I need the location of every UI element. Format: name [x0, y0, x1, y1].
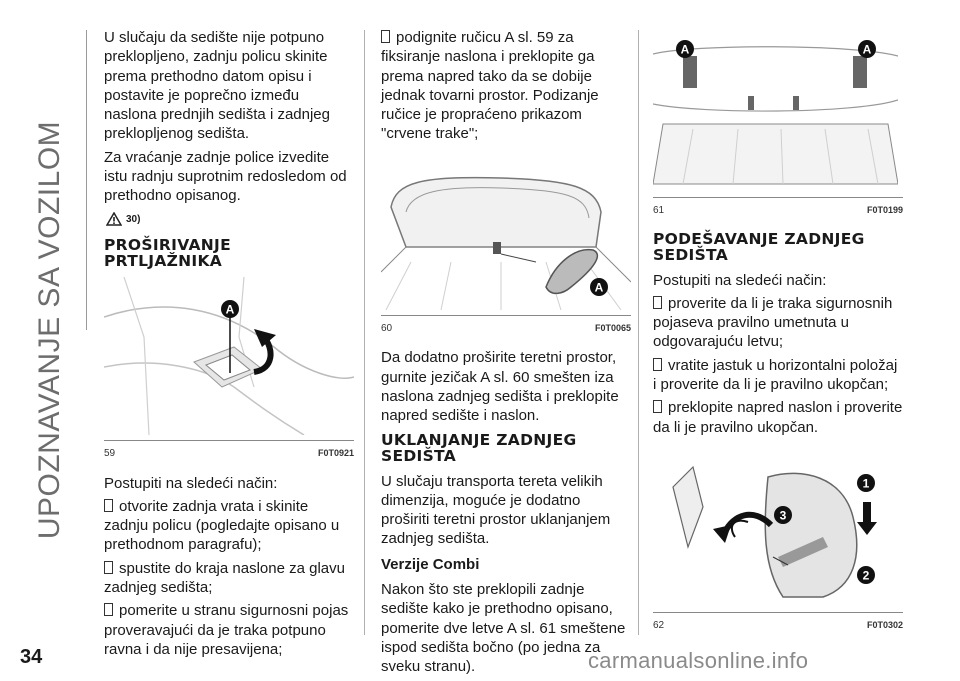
- figure-callout-a-right: A: [862, 42, 872, 57]
- bullet-item: vratite jastuk u horizontalni položaj i proverite da li je pravilno ukopčan;: [653, 356, 898, 394]
- figure-59: [104, 277, 354, 441]
- warning-reference: 30): [106, 210, 354, 229]
- seat-slats-illustration: [653, 34, 898, 192]
- watermark: carmanualsonline.info: [588, 648, 809, 673]
- figure-caption: 62 F0T0302: [653, 620, 903, 632]
- bullet-item: preklopite napred naslon i proverite da li je pravilno ukopčan.: [653, 399, 903, 436]
- bullet-box-icon: [653, 358, 662, 371]
- paragraph: Nakon što ste preklopili zadnje sedište kako je prethodno opisano, pomerite dve letve A sl. 61 smeštene ispod sedišta bočno (po jedna za sveku stranu).: [381, 581, 626, 676]
- column-2: [381, 28, 631, 681]
- seat-cushion-illustration: [653, 447, 898, 607]
- bullet-item: otvorite zadnja vrata i skinite zadnju policu (pogledajte opisano u prethodnom paragrafu);: [104, 497, 340, 554]
- figure-61: [653, 34, 903, 198]
- paragraph: U slučaju da sedište nije potpuno preklopljeno, zadnju policu skinite prema prethodno datom opisu i postavite je poprečno između naslona prednjih sedišta i zadnjeg preklopljenog sedišta.: [104, 29, 330, 143]
- section-heading: PROŠIRIVANJE PRTLJAŽNIKA: [104, 235, 231, 270]
- bullet-item: spustite do kraja naslone za glavu zadnjeg sedišta;: [104, 559, 345, 597]
- paragraph: Postupiti na sledeći način:: [653, 271, 827, 289]
- figure-callout-1: 1: [862, 476, 870, 491]
- paragraph: Postupiti na sledeći način:: [104, 474, 278, 492]
- bullet-box-icon: [653, 296, 662, 309]
- figure-caption: 61 F0T0199: [653, 205, 903, 217]
- column-divider-2: [638, 30, 639, 635]
- cargo-area-tab-illustration: [381, 152, 631, 310]
- bullet-item: podignite ručicu A sl. 59 za fiksiranje naslona i preklopite ga prema napred tako da se dobije jednak tovarni prostor. Podizanje ručice je propraćeno prikazom "crvene trake";: [381, 29, 599, 143]
- side-rule: [86, 30, 87, 330]
- figure-60: [381, 152, 631, 316]
- paragraph: Za vraćanje zadnje police izvedite istu radnju suprotnim redosledom od prethodno opisanog.: [104, 148, 347, 205]
- bullet-item: proverite da li je traka sigurnosnih pojaseva pravilno umetnuta u odgovarajuću letvu;: [653, 294, 893, 351]
- paragraph: U slučaju transporta tereta velikih dimenzija, moguće je dodatno proširiti teretni prostor uklanjanjem zadnjeg sedišta.: [381, 472, 611, 548]
- paragraph: Da dodatno proširite teretni prostor, gurnite jezičak A sl. 60 smešten iza naslona zadnjeg sedišta i preklopite napred sedište i naslon.: [381, 349, 619, 425]
- rear-seat-lever-illustration: [104, 277, 354, 435]
- bullet-box-icon: [104, 603, 113, 616]
- column-3: [653, 28, 903, 646]
- bullet-item: pomerite u stranu sigurnosni pojas proveravajući da je traka potpuno ravna i da nije presavijena;: [104, 602, 349, 658]
- section-heading: UKLANJANJE ZADNJEG SEDIŠTA: [381, 430, 577, 465]
- bullet-box-icon: [104, 561, 113, 574]
- bullet-box-icon: [104, 499, 113, 512]
- bullet-box-icon: [653, 400, 662, 413]
- figure-62: [653, 447, 903, 613]
- figure-callout-a: A: [594, 280, 604, 295]
- figure-callout-a-left: A: [680, 42, 690, 57]
- column-divider-1: [364, 30, 365, 635]
- figure-callout-a: A: [225, 302, 235, 317]
- figure-callout-2: 2: [862, 568, 870, 583]
- figure-callout-3: 3: [779, 508, 787, 523]
- warning-triangle-icon: [106, 212, 122, 226]
- subheading: Verzije Combi: [381, 555, 480, 573]
- figure-caption: 59 F0T0921: [104, 448, 354, 460]
- bullet-box-icon: [381, 30, 390, 43]
- section-heading: PODEŠAVANJE ZADNJEG SEDIŠTA: [653, 229, 865, 264]
- column-1: [104, 28, 354, 663]
- figure-caption: 60 F0T0065: [381, 323, 631, 335]
- page-number: 34: [20, 646, 43, 668]
